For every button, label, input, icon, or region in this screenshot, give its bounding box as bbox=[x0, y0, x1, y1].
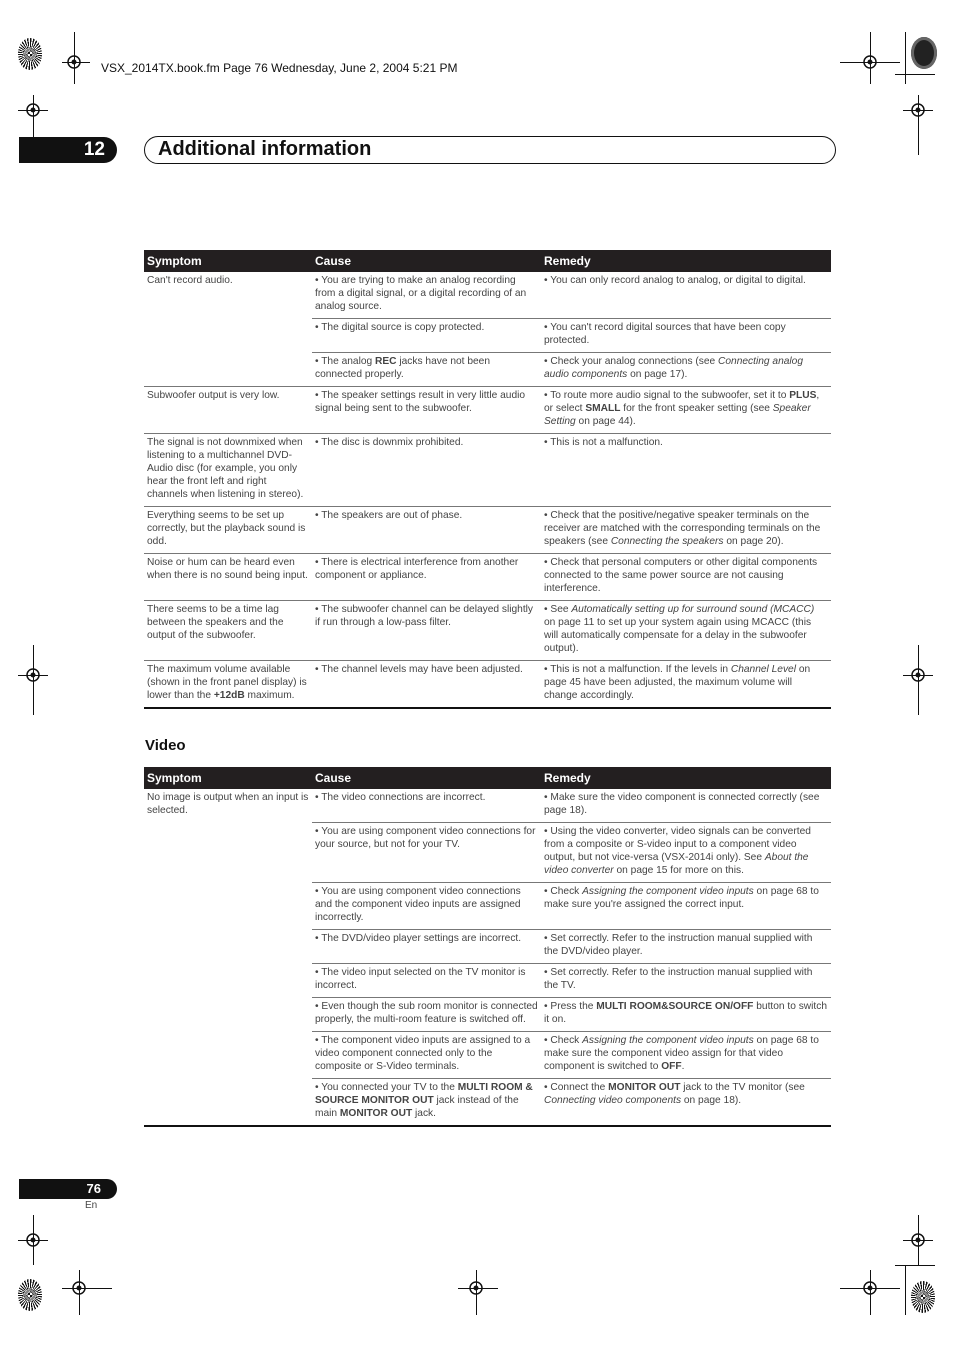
cause-cell: • You connected your TV to the MULTI ROOM & SOURCE MONITOR OUT jack instead of the main MONITOR OUT jack. bbox=[312, 1079, 541, 1127]
remedy-cell: • Check Assigning the component video inputs on page 68 to make sure the component video assign for that video component is switched to OFF. bbox=[541, 1032, 831, 1079]
chapter-number: 12 bbox=[19, 137, 117, 163]
crosshair-icon bbox=[69, 1278, 89, 1298]
crosshair-icon bbox=[860, 52, 880, 72]
cause-cell: • You are using component video connections and the component video inputs are assigned incorrectly. bbox=[312, 883, 541, 930]
video-troubleshooting-table bbox=[144, 767, 831, 1127]
remedy-cell: • You can't record digital sources that have been copy protected. bbox=[541, 319, 831, 353]
cause-cell: • The digital source is copy protected. bbox=[312, 319, 541, 353]
remedy-cell: • Check that personal computers or other digital components connected to the same power source are not causing interference. bbox=[541, 554, 831, 601]
cause-cell: • There is electrical interference from another component or appliance. bbox=[312, 554, 541, 601]
chapter-title: Additional information bbox=[158, 138, 372, 160]
registration-ring-icon bbox=[911, 37, 937, 69]
symptom-cell: Can't record audio. bbox=[147, 275, 233, 286]
table-header-row bbox=[144, 250, 831, 272]
header-remedy: Remedy bbox=[541, 767, 831, 789]
header-symptom: Symptom bbox=[144, 250, 312, 272]
remedy-cell: • Check Assigning the component video inputs on page 68 to make sure you're assigned the correct input. bbox=[541, 883, 831, 930]
table-row bbox=[144, 434, 831, 507]
header-cause: Cause bbox=[312, 250, 541, 272]
table-header-row bbox=[144, 767, 831, 789]
language-code: En bbox=[85, 1200, 98, 1211]
cause-cell: • You are trying to make an analog recording from a digital signal, or a digital recording of an analog source. bbox=[315, 275, 527, 312]
cause-cell: • The component video inputs are assigned to a video component connected only to the composite or S-Video terminals. bbox=[312, 1032, 541, 1079]
table-row bbox=[144, 387, 831, 434]
cause-cell: • The analog REC jacks have not been connected properly. bbox=[312, 353, 541, 387]
cause-cell: • The video input selected on the TV monitor is incorrect. bbox=[312, 964, 541, 998]
remedy-cell: • This is not a malfunction. bbox=[541, 434, 831, 507]
crosshair-icon bbox=[860, 1278, 880, 1298]
cause-cell: • The disc is downmix prohibited. bbox=[312, 434, 541, 507]
registration-star-icon bbox=[18, 38, 42, 70]
symptom-cell: No image is output when an input is selected. bbox=[147, 792, 309, 816]
table-row bbox=[144, 507, 831, 554]
table-row bbox=[144, 789, 831, 823]
header-remedy: Remedy bbox=[541, 250, 831, 272]
crosshair-icon bbox=[908, 100, 928, 120]
crosshair-icon bbox=[23, 100, 43, 120]
remedy-cell: • You can only record analog to analog, or digital to digital. bbox=[544, 275, 806, 286]
cause-cell: • The speaker settings result in very little audio signal being sent to the subwoofer. bbox=[312, 387, 541, 434]
symptom-cell: Everything seems to be set up correctly, but the playback sound is odd. bbox=[144, 507, 312, 554]
symptom-cell: Subwoofer output is very low. bbox=[144, 387, 312, 434]
table-row bbox=[144, 554, 831, 601]
cause-cell: • Even though the sub room monitor is connected properly, the multi-room feature is switched off. bbox=[312, 998, 541, 1032]
remedy-cell: • Using the video converter, video signals can be converted from a composite or S-video input to a component video output, but not vice-versa (VSX-2014i only). See About the video converter on page 15 for more on this. bbox=[541, 823, 831, 883]
audio-troubleshooting-table bbox=[144, 250, 831, 709]
crosshair-icon bbox=[908, 1230, 928, 1250]
crosshair-icon bbox=[908, 665, 928, 685]
header-symptom: Symptom bbox=[144, 767, 312, 789]
remedy-cell: • Make sure the video component is connected correctly (see page 18). bbox=[544, 792, 820, 816]
symptom-cell: There seems to be a time lag between the speakers and the output of the subwoofer. bbox=[144, 601, 312, 661]
table-row bbox=[144, 661, 831, 709]
remedy-cell: • To route more audio signal to the subwoofer, set it to PLUS, or select SMALL for the front speaker setting (see Speaker Setting on page 44). bbox=[541, 387, 831, 434]
remedy-cell: • Set correctly. Refer to the instruction manual supplied with the TV. bbox=[541, 964, 831, 998]
symptom-cell: The signal is not downmixed when listening to a multichannel DVD-Audio disc (for example, you only hear the front left and right channels when listening in stereo). bbox=[144, 434, 312, 507]
crosshair-icon bbox=[64, 52, 84, 72]
symptom-cell: The maximum volume available (shown in the front panel display) is lower than the +12dB maximum. bbox=[144, 661, 312, 709]
cause-cell: • The video connections are incorrect. bbox=[315, 792, 486, 803]
table-row bbox=[144, 601, 831, 661]
remedy-cell: • Check your analog connections (see Connecting analog audio components on page 17). bbox=[541, 353, 831, 387]
crosshair-icon bbox=[466, 1278, 486, 1298]
cause-cell: • You are using component video connections for your source, but not for your TV. bbox=[312, 823, 541, 883]
crosshair-icon bbox=[23, 1230, 43, 1250]
header-cause: Cause bbox=[312, 767, 541, 789]
cause-cell: • The subwoofer channel can be delayed slightly if run through a low-pass filter. bbox=[312, 601, 541, 661]
registration-star-icon bbox=[911, 1281, 935, 1313]
page-number: 76 bbox=[19, 1179, 117, 1199]
remedy-cell: • Set correctly. Refer to the instruction manual supplied with the DVD/video player. bbox=[541, 930, 831, 964]
registration-star-icon bbox=[18, 1279, 42, 1311]
remedy-cell: • Press the MULTI ROOM&SOURCE ON/OFF button to switch it on. bbox=[541, 998, 831, 1032]
cause-cell: • The channel levels may have been adjusted. bbox=[312, 661, 541, 709]
table-row bbox=[144, 272, 831, 319]
symptom-cell: Noise or hum can be heard even when there is no sound being input. bbox=[144, 554, 312, 601]
remedy-cell: • Check that the positive/negative speaker terminals on the receiver are matched with the corresponding terminals on the speakers (see Connecting the speakers on page 20). bbox=[541, 507, 831, 554]
cause-cell: • The DVD/video player settings are incorrect. bbox=[312, 930, 541, 964]
cause-cell: • The speakers are out of phase. bbox=[312, 507, 541, 554]
section-heading-video: Video bbox=[145, 737, 186, 754]
crosshair-icon bbox=[23, 665, 43, 685]
remedy-cell: • See Automatically setting up for surround sound (MCACC) on page 11 to set up your system again using MCACC (this will automatically compensate for a delay in the subwoofer output). bbox=[541, 601, 831, 661]
remedy-cell: • Connect the MONITOR OUT jack to the TV monitor (see Connecting video components on page 18). bbox=[541, 1079, 831, 1127]
file-header: VSX_2014TX.book.fm Page 76 Wednesday, June 2, 2004 5:21 PM bbox=[101, 61, 458, 75]
remedy-cell: • This is not a malfunction. If the levels in Channel Level on page 45 have been adjusted, the maximum volume will change accordingly. bbox=[541, 661, 831, 709]
